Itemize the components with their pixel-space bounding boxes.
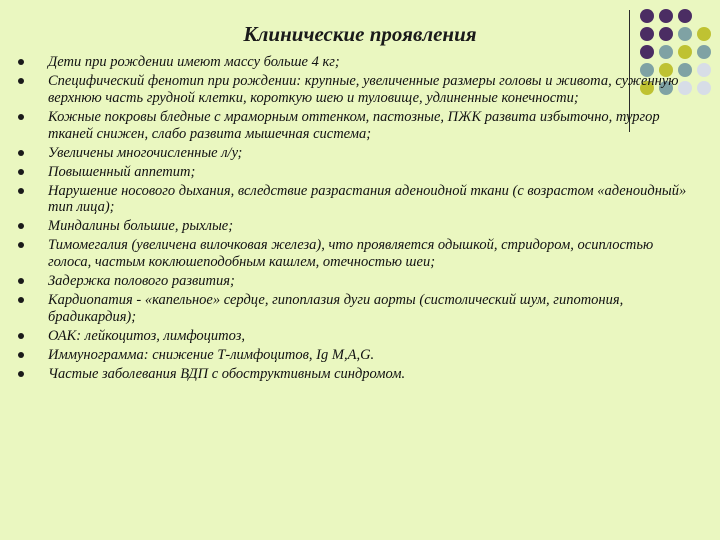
bullet-icon xyxy=(18,333,24,339)
decor-dot xyxy=(697,27,711,41)
list-item xyxy=(18,366,698,383)
list-item xyxy=(18,273,698,290)
bullet-icon xyxy=(18,242,24,248)
list-item xyxy=(18,164,698,181)
list-item xyxy=(18,73,698,107)
bullet-icon xyxy=(18,150,24,156)
list-item-text: Иммунограмма: снижение Т-лимфоцитов, Ig M,A,G. xyxy=(48,346,375,363)
list-item-text: Нарушение носового дыхания, вследствие разрастания аденоидной ткани (с возрастом «аденоидный» тип лица); xyxy=(48,182,687,216)
list-item-text: Кардиопатия - «капельное» сердце, гипоплазия дуги аорты (систолический шум, гипотония, брадикардия); xyxy=(48,292,624,325)
list-item-text: Специфический фенотип при рождении: крупные, увеличенные размеры головы и живота, суженную верхнюю часть грудной клетки, короткую шею и туловище, удлиненные конечности; xyxy=(48,72,679,106)
list-item-text: Миндалины большие, рыхлые; xyxy=(48,218,234,235)
bullet-icon xyxy=(18,59,24,65)
list-item xyxy=(18,145,698,162)
decor-dot xyxy=(659,9,673,23)
list-item-text: Частые заболевания ВДП с обоструктивным синдромом. xyxy=(48,365,406,382)
bullet-icon xyxy=(18,278,24,284)
bullet-icon xyxy=(18,188,24,194)
decor-dot xyxy=(697,81,711,95)
bullet-icon xyxy=(18,297,24,303)
decor-dot xyxy=(640,9,654,23)
bullet-icon xyxy=(18,371,24,377)
decor-dot xyxy=(678,27,692,41)
list-item xyxy=(18,109,698,143)
list-item xyxy=(18,183,698,217)
bullet-icon xyxy=(18,352,24,358)
list-item-text: Дети при рождении имеют массу больше 4 кг; xyxy=(48,54,340,70)
decor-dot xyxy=(678,9,692,23)
bullet-icon xyxy=(18,114,24,120)
list-item-text: Повышенный аппетит; xyxy=(48,163,196,180)
bullet-icon xyxy=(18,169,24,175)
decor-dot xyxy=(697,63,711,77)
bullet-icon xyxy=(18,223,24,229)
list-item-text: Кожные покровы бледные с мраморным оттенком, пастозные, ПЖК развита избыточно, тургор тканей снижен, слабо развита мышечная система; xyxy=(48,108,660,142)
list-item xyxy=(18,54,698,71)
bullet-icon xyxy=(18,78,24,84)
list-item-text: Тимомегалия (увеличена вилочковая железа), что проявляется одышкой, стридором, осиплостью голоса, частым коклюшеподобным кашлем, отечностью шеи; xyxy=(48,237,654,271)
list-item xyxy=(18,292,698,326)
list-item-text: ОАК: лейкоцитоз, лимфоцитоз, xyxy=(48,327,245,344)
slide-title: Клинические проявления xyxy=(243,22,477,46)
symptom-list xyxy=(18,54,698,385)
list-item xyxy=(18,237,698,271)
list-item-text: Увеличены многочисленные л/у; xyxy=(48,144,243,161)
list-item xyxy=(18,347,698,364)
list-item xyxy=(18,218,698,235)
decor-dot xyxy=(659,27,673,41)
decor-dot xyxy=(640,27,654,41)
decor-dot xyxy=(697,45,711,59)
list-item xyxy=(18,328,698,345)
list-item-text: Задержка полового развития; xyxy=(48,273,235,290)
